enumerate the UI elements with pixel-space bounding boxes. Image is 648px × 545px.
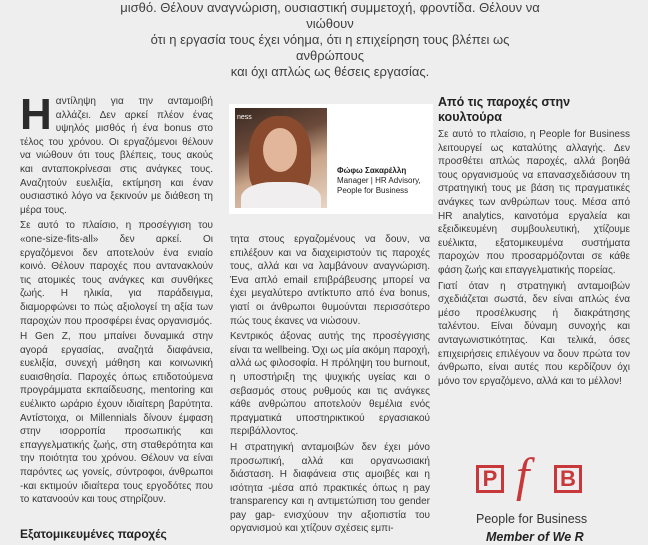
body-paragraph: Η Gen Z, που μπαίνει δυναμικά στην αγορά εργασίας, αναζητά διαφάνεια, ευελιξία, συνεχή μάθηση και κοινωνική ευαισθησία. Παροχές όπως επιδοτούμενα προγράμματα εκπαίδευσης, mentoring και ευέλικτο ωράριο έχουν ιδιαίτερη βαρύτητα. Αντίστοιχα, οι Millennials δίνουν έμφαση στην ισορροπία προσωπικής και επαγγελματικής ζωής, στη σταθερότητα και την ποιότητα του χρόνου. Θέλουν να είναι παρόντες ως γονείς, σύντροφοι, άνθρωποι -και εκτιμούν ιδιαίτερα τους εργοδότες που το κατανοούν και τους στηρίζουν.: [20, 331, 213, 506]
column-middle: [230, 233, 430, 538]
body-paragraph: αντίληψη για την ανταμοιβή αλλάζει. Δεν αρκεί πλέον ένας υψηλός μισθός ή ένα bonus στο τέλος του χρόνου. Οι εργαζόμενοι θέλουν να νιώθουν ότι τους βλέπεις, τους ακούς και ανταποκρίνεσαι στις ανάγκες τους. Αναζητούν ευελιξία, εκτίμηση και έναν ουσιαστικό λόγο να ξεκινούν με διάθεση τη μέρα τους.: [20, 96, 213, 216]
person-role: Manager | HR Advisory,: [337, 176, 421, 185]
body-paragraph: τητα στους εργαζομένους να δουν, να επιλέξουν και να διαχειριστούν τις παροχές τους, αλλά και να λαμβάνουν αναγνώριση. Ένα απλό email επιβράβευσης μπορεί να έχει μεγαλύτερο αντίκτυπο από ένα bonus, γιατί οι άνθρωποι θυμούνται περισσότερο πώς τους έκανες να νιώσουν.: [230, 234, 430, 327]
lead-line: ότι η εργασία τους έχει νόημα, ότι η επιχείρηση τους βλέπει ως ανθρώπους: [150, 32, 510, 63]
logo-letter-p: P: [476, 465, 504, 493]
person-name: Φώφω Σακαρέλλη: [337, 166, 407, 175]
photo-tag: ness: [237, 114, 252, 121]
body-paragraph: Γιατί όταν η στρατηγική ανταμοιβών σχεδιάζεται σωστά, δεν είναι απλώς ένα μέσο προσέλκυσης ή διακράτησης ταλέντου. Είναι δύναμη συνοχής και ανταγωνιστικότητας. Και τελικά, όσες επιχειρήσεις επιλέγουν να δουν πρώτα τον άνθρωπο, είναι αυτές που κερδίζουν όχι μόνο τον εργαζόμενο, αλλά και το μέλλον!: [438, 280, 630, 387]
member-line: Member of We R: [486, 530, 584, 544]
lead-line: και όχι απλώς ως θέσεις εργασίας.: [230, 64, 430, 79]
portrait-photo: [235, 108, 327, 208]
logo-letter-f: f: [516, 449, 530, 502]
column-right: [438, 95, 630, 390]
body-paragraph: Σε αυτό το πλαίσιο, η People for Business λειτουργεί ως καταλύτης αλλαγής. Δεν προσθέτει απλώς παροχές, αλλά βοηθά τους οργανισμούς να επανασχεδιάσουν τη στρατηγική τους με βάση τις πραγματικές ανάγκες των ανθρώπων τους. Μέσα από HR analytics, καινοτόμα εργαλεία και εξειδικευμένη συμβουλευτική, χτίζουμε ευέλικτα, εξατομικευμένα συστήματα παροχών που προσαρμόζονται σε κάθε φάση ζωής και επαγγελματικής πορείας.: [438, 129, 630, 276]
lead-line: μισθό. Θέλουν αναγνώριση, ουσιαστική συμμετοχή, φροντίδα. Θέλουν να νιώθουν: [120, 0, 540, 31]
lead-paragraph: [120, 0, 540, 80]
section-heading: Από τις παροχές στην κουλτούρα: [438, 95, 571, 124]
brand-name: People for Business: [476, 512, 588, 526]
pfb-logo: [476, 449, 636, 545]
portrait-card: [229, 104, 433, 214]
body-paragraph: Η στρατηγική ανταμοιβών δεν έχει μόνο προσωπική, αλλά και οργανωσιακή διάσταση. Η διαφάνεια στις αμοιβές και η ισότητα -μέσα από πρακτικές όπως η pay transparency και η αντιμετώπιση του gender pay gap- ενισχύουν την αξιοπιστία του οργανισμού και χτίζουν σχέσεις εμπι-: [230, 441, 430, 535]
logo-letter-b: B: [554, 465, 582, 493]
body-paragraph: Σε αυτό το πλαίσιο, η προσέγγιση του «one-size-fits-all» δεν αρκεί. Οι εργαζόμενοι δεν αποτελούν ένα ενιαίο κοινό. Θέλουν παροχές που αντανακλούν τις ατομικές τους ανάγκες και συνθήκες ζωής. Η ηλικία, για παράδειγμα, διαμορφώνει το πώς αξιολογεί τη αξία των παροχών που προσφέρει ένας οργανισμός.: [20, 220, 213, 327]
column-left: [20, 90, 213, 509]
drop-cap: Η: [20, 90, 52, 139]
portrait-caption: [337, 166, 421, 196]
body-paragraph: Κεντρικός άξονας αυτής της προσέγγισης είναι τα wellbeing. Όχι ως μία ακόμη παροχή, αλλά ως φιλοσοφία. Η πρόληψη του burnout, η υποστήριξη της ψυχικής υγείας και ο σεβασμός στους ρυθμούς και τις ανάγκες κάθε ανθρώπου αποτελούν θεμέλια ενός πραγματικά υποστηρικτικού εργασιακού περιβάλλοντος.: [230, 331, 430, 438]
person-company: People for Business: [337, 186, 409, 195]
subheading: Εξατομικευμένες παροχές: [20, 527, 167, 541]
